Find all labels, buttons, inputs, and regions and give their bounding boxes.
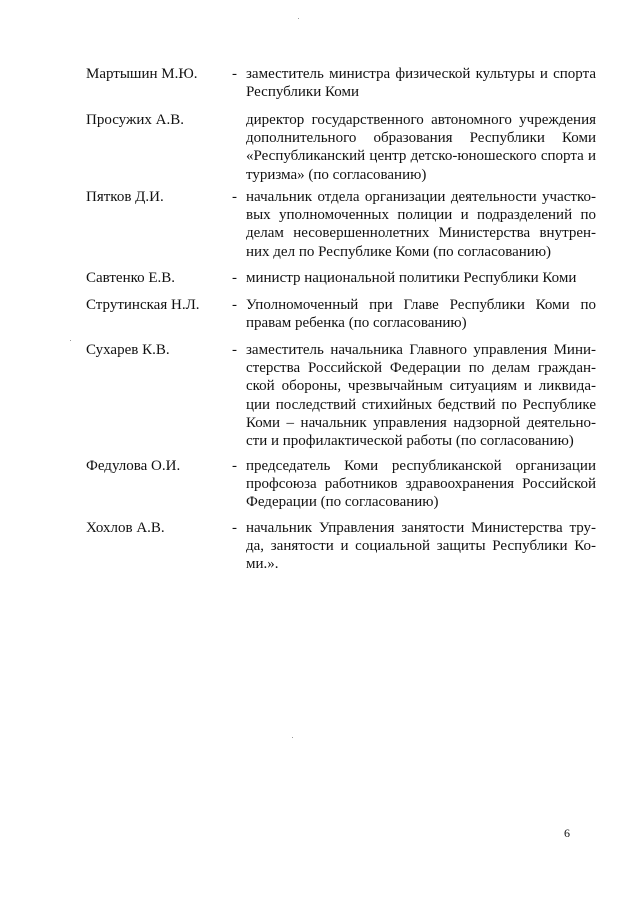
position-line: сти и профилактической работы (по согласованию) [246,433,574,450]
scan-speck [70,340,71,341]
member-name: Сухарев К.В. [86,342,170,358]
member-position [246,341,596,450]
position-line: ции последствий стихийных бедствий по Республике [246,396,596,413]
member-position [246,296,596,332]
position-line: заместитель министра физической культуры и спорта [246,66,596,82]
scan-speck [298,18,299,19]
position-line: Республики Коми [246,84,359,101]
position-line: «Республиканский центр детско-юношеского спорта и [246,148,596,165]
position-line: профсоюза работников здравоохранения Российской [246,476,596,493]
entry-dash: - [232,342,237,358]
position-line: да, занятости и социальной защиты Республики Ко- [246,538,596,555]
entry-dash: - [232,270,237,286]
entry-dash: - [232,189,237,205]
member-position [246,519,596,574]
position-line: них дел по Республике Коми (по согласованию) [246,243,552,260]
page-number: 6 [564,826,570,840]
position-line: делам несовершеннолетних Министерства внутрен- [246,225,596,242]
member-name: Пятков Д.И. [86,189,164,205]
member-name: Струтинская Н.Л. [86,297,200,313]
member-position [246,269,596,287]
member-name: Хохлов А.В. [86,520,165,536]
position-line: стерства Российской Федерации по делам граждан- [246,360,596,377]
position-line: ской обороны, чрезвычайным ситуациям и ликвида- [246,378,596,395]
position-line: начальник отдела организации деятельности участко- [246,189,596,205]
position-line: дополнительного образования Республики Коми [246,130,596,147]
position-line: заместитель начальника Главного управления Мини- [246,342,596,358]
member-position [246,457,596,512]
position-line: начальник Управления занятости Министерства тру- [246,520,596,536]
position-line: Уполномоченный при Главе Республики Коми по [246,297,596,313]
member-position [246,188,596,261]
entry-dash: - [232,458,237,474]
position-line: Федерации (по согласованию) [246,494,439,511]
position-line: ми.». [246,556,279,573]
position-line: Коми – начальник управления надзорной деятельно- [246,414,596,431]
position-line: директор государственного автономного учреждения [246,112,596,128]
member-name: Мартышин М.Ю. [86,66,198,82]
scan-speck [292,737,293,738]
position-line: вых уполномоченных полиции и подразделений по [246,207,596,224]
member-position [246,65,596,101]
entry-dash: - [232,66,237,82]
member-position [246,111,596,184]
position-line: правам ребенка (по согласованию) [246,315,467,332]
position-line: председатель Коми республиканской организации [246,458,596,474]
position-line: министр национальной политики Республики Коми [246,270,577,286]
position-line: туризма» (по согласованию) [246,166,427,183]
member-name: Савтенко Е.В. [86,270,176,286]
entry-dash: - [232,297,237,313]
member-name: Просужих А.В. [86,112,184,128]
member-name: Федулова О.И. [86,458,181,474]
entry-dash: - [232,520,237,536]
